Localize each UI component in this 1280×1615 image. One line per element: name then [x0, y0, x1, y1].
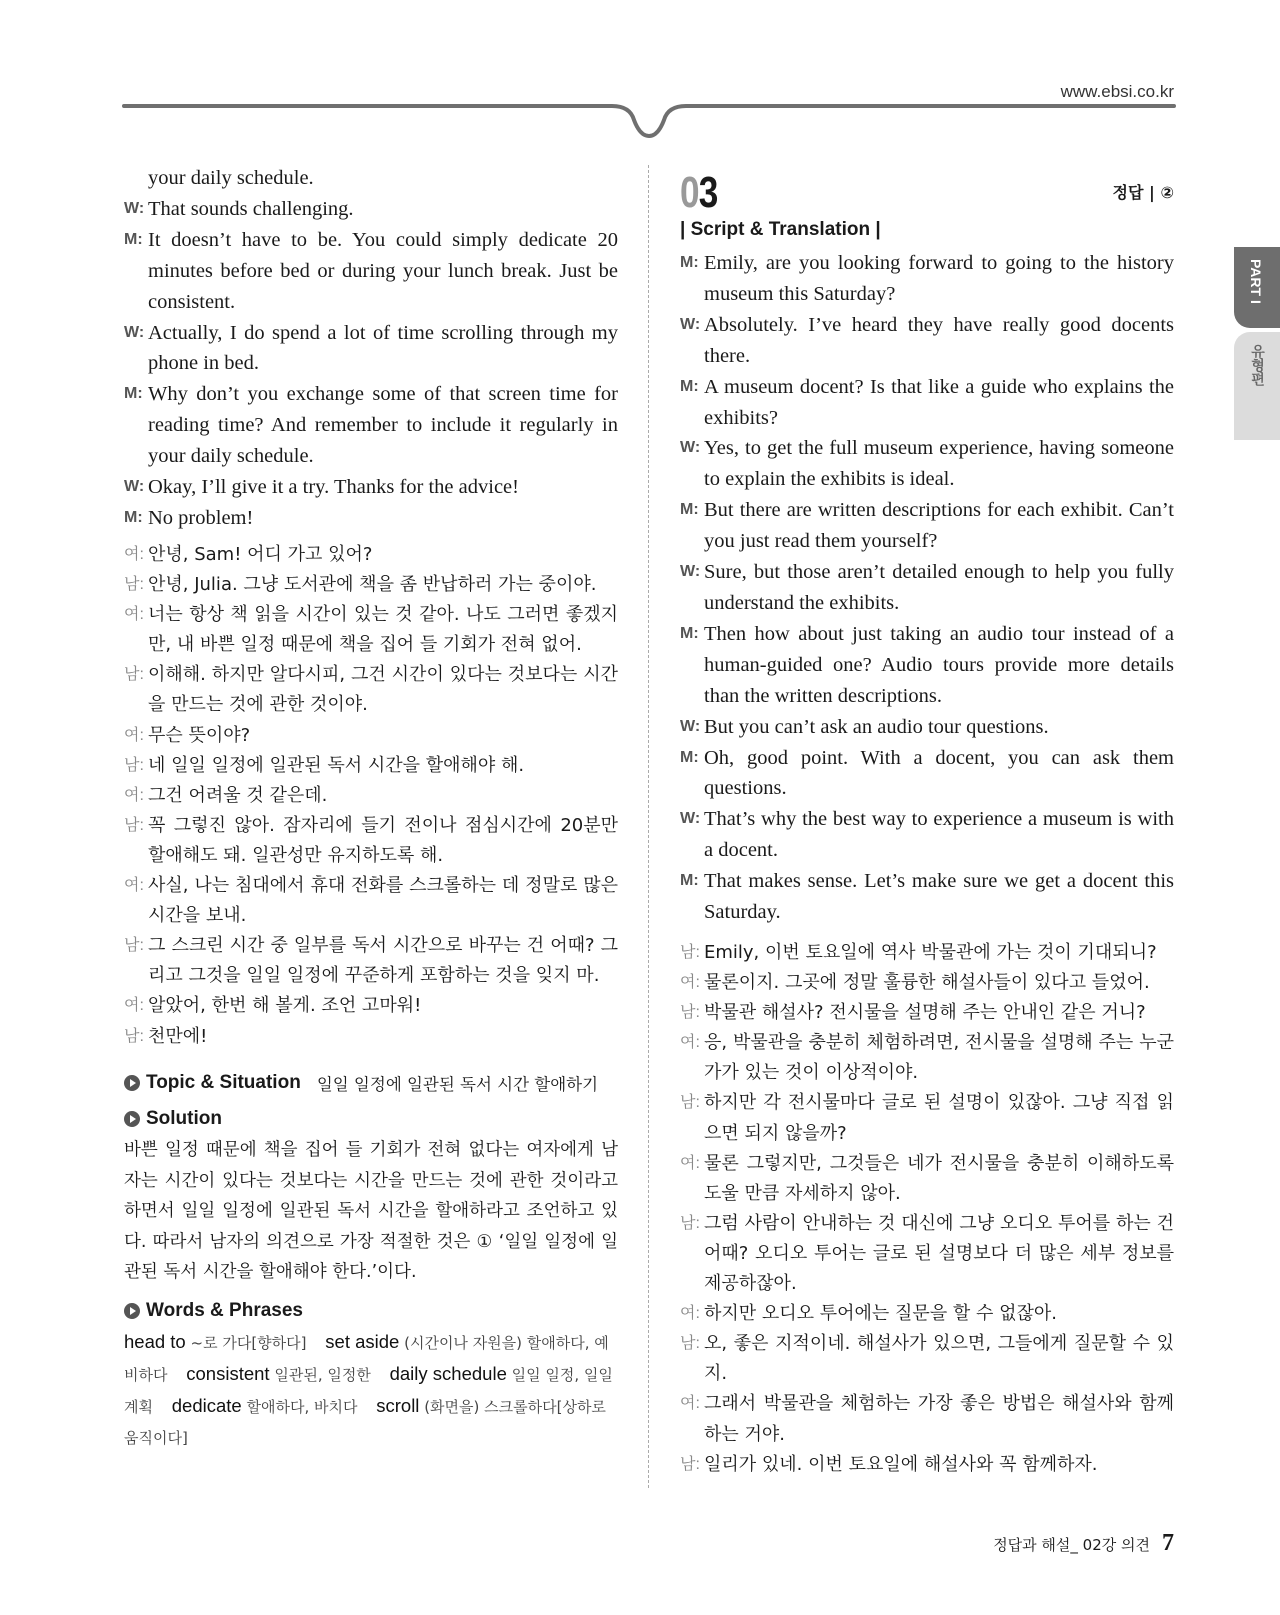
dialogue-text: 알았어, 한번 해 볼게. 조언 고마워!: [148, 995, 422, 1017]
dialogue-text: But you can’t ask an audio tour questions.: [704, 715, 1049, 738]
dialogue-line: [680, 804, 1174, 866]
speaker-label: 여:: [124, 786, 144, 804]
dialogue-text: 일리가 있네. 이번 토요일에 해설사와 꼭 함께하자.: [704, 1453, 1098, 1475]
dialogue-line: [680, 1450, 1174, 1480]
dialogue-text: 그건 어려울 것 같은데.: [148, 784, 328, 806]
vocab-term: set aside: [325, 1331, 400, 1352]
left-english-script: [124, 163, 618, 534]
dialogue-line: [680, 433, 1174, 495]
dialogue-line: [124, 540, 618, 570]
answer-label: 정답 | ②: [1112, 183, 1174, 202]
dialogue-line: [124, 1022, 618, 1052]
speaker-label: W:: [680, 717, 701, 735]
speaker-label: W:: [124, 199, 145, 217]
dialogue-text: 그 스크린 시간 중 일부를 독서 시간으로 바꾸는 건 어때? 그리고 그것을 일일 일정에 꾸준하게 포함하는 것을 잊지 마.: [148, 935, 618, 987]
play-bullet-icon: [124, 1075, 140, 1091]
speaker-label: 남:: [680, 1094, 700, 1112]
dialogue-text: Absolutely. I’ve heard they have really good docents there.: [704, 313, 1174, 367]
dialogue-line: [124, 570, 618, 600]
dialogue-line: [124, 871, 618, 931]
dialogue-text: Okay, I’ll give it a try. Thanks for the advice!: [148, 476, 519, 499]
speaker-label: M:: [680, 872, 699, 890]
dialogue-line: [680, 1329, 1174, 1389]
question-number-digit: 3: [698, 168, 718, 217]
vocab-meaning: 할애하다, 바치다: [246, 1397, 358, 1416]
dialogue-line: [124, 379, 618, 472]
play-bullet-icon: [124, 1111, 140, 1127]
question-number: [680, 168, 718, 218]
speaker-label: W:: [680, 563, 701, 581]
dialogue-text: That makes sense. Let’s make sure we get a docent this Saturday.: [704, 870, 1174, 924]
dialogue-text: 꼭 그렇진 않아. 잠자리에 들기 전이나 점심시간에 20분만 할애해도 돼. 일관성만 유지하도록 해.: [148, 814, 618, 866]
speaker-label: 남:: [124, 666, 144, 684]
dialogue-line: [124, 931, 618, 991]
question-number-prefix: 0: [680, 168, 699, 217]
dialogue-text: 안녕, Sam! 어디 가고 있어?: [148, 544, 373, 565]
speaker-label: 남:: [124, 1027, 144, 1045]
speaker-label: W:: [680, 315, 701, 333]
speaker-label: 남:: [680, 1004, 700, 1022]
dialogue-line: [124, 194, 618, 225]
dialogue-line: [124, 225, 618, 318]
dialogue-text: 응, 박물관을 충분히 체험하려면, 전시물을 설명해 주는 누군가가 있는 것이 이상적이야.: [704, 1032, 1174, 1084]
speaker-label: M:: [680, 377, 699, 395]
dialogue-text: That’s why the best way to experience a museum is with a docent.: [704, 808, 1174, 862]
dialogue-line: [124, 991, 618, 1021]
dialogue-line: [680, 372, 1174, 434]
vocab-term: head to: [124, 1331, 186, 1352]
dialogue-text: Actually, I do spend a lot of time scrolling through my phone in bed.: [148, 321, 618, 375]
speaker-label: M:: [124, 508, 143, 526]
side-tab-type[interactable]: [1234, 332, 1280, 440]
speaker-label: 여:: [124, 997, 144, 1015]
dialogue-line: [680, 1299, 1174, 1329]
dialogue-text: 물론이지. 그곳에 정말 훌륭한 해설사들이 있다고 들었어.: [704, 972, 1150, 994]
speaker-label: 여:: [124, 726, 144, 744]
dialogue-text: No problem!: [148, 506, 254, 529]
speaker-label: 남:: [680, 1214, 700, 1232]
speaker-label: 여:: [124, 606, 144, 624]
dialogue-text: 그래서 박물관을 체험하는 가장 좋은 방법은 해설사와 함께하는 거야.: [704, 1393, 1174, 1445]
dialogue-line: [680, 1028, 1174, 1088]
dialogue-line: [680, 743, 1174, 805]
side-tab-part[interactable]: [1234, 247, 1280, 328]
dialogue-line: [680, 1088, 1174, 1148]
speaker-label: 남:: [680, 1335, 700, 1353]
dialogue-line: [680, 310, 1174, 372]
speaker-label: 남:: [124, 756, 144, 774]
speaker-label: W:: [124, 323, 145, 341]
dialogue-text: Oh, good point. With a docent, you can ask them questions.: [704, 746, 1174, 800]
dialogue-line: [124, 472, 618, 503]
dialogue-line: [680, 495, 1174, 557]
dialogue-line: [680, 998, 1174, 1028]
dialogue-line: [124, 811, 618, 871]
dialogue-text: Sure, but those aren’t detailed enough to help you fully understand the exhibits.: [704, 561, 1174, 614]
footer-section: 정답과 해설_ 02강 의견: [993, 1536, 1150, 1554]
dialogue-line: [124, 600, 618, 660]
dialogue-line: [124, 660, 618, 720]
speaker-label: M:: [680, 254, 699, 271]
speaker-label: 여:: [680, 1395, 700, 1413]
speaker-label: 남:: [124, 576, 144, 594]
dialogue-line: [124, 781, 618, 811]
dialogue-text: 이해해. 하지만 알다시피, 그건 시간이 있다는 것보다는 시간을 만드는 것에 관한 것이야.: [148, 664, 618, 716]
vocab-term: scroll: [376, 1394, 420, 1416]
topic-text: 일일 일정에 일관된 독서 시간 할애하기: [316, 1075, 599, 1094]
speaker-label: 남:: [124, 937, 144, 955]
solution-label: Solution: [146, 1108, 222, 1129]
speaker-label: 남:: [124, 816, 144, 834]
solution-text: 바쁜 일정 때문에 책을 집어 들 기회가 전혀 없다는 여자에게 남자는 시간이 있다는 것보다는 시간을 만드는 것에 관한 것이라고 하면서 일일 일정에 일관된 독서 시간을 할애하라고 조언하고 있다. 따라서 남자의 의견으로 가장 적절한 것은 ① ‘일일 일정에 일관된 독서 시간을 할애해야 한다.’이다.: [124, 1140, 618, 1282]
speaker-label: M:: [680, 501, 699, 519]
vocab-term: consistent: [186, 1362, 270, 1384]
dialogue-text: 너는 항상 책 읽을 시간이 있는 것 같아. 나도 그러면 좋겠지만, 내 바쁜 일정 때문에 책을 집어 들 기회가 전혀 없어.: [148, 604, 618, 656]
column-divider: [648, 165, 649, 1488]
speaker-label: M:: [124, 230, 143, 248]
speaker-label: 여:: [680, 1154, 700, 1172]
vocab-meaning: 일관된, 일정한: [274, 1365, 371, 1384]
speaker-label: 남:: [680, 944, 700, 961]
dialogue-text: That sounds challenging.: [148, 197, 354, 220]
vocab-list: [124, 1327, 618, 1454]
dialogue-line: [680, 968, 1174, 998]
dialogue-line: [124, 503, 618, 534]
dialogue-line: [124, 721, 618, 751]
vocab-meaning: (화면을) 스크롤하다[상하로 움직이다]: [124, 1397, 606, 1447]
dialogue-text: 그럼 사람이 안내하는 것 대신에 그냥 오디오 투어를 하는 건 어때? 오디오 투어는 글로 된 설명보다 더 많은 세부 정보를 제공하잖아.: [704, 1212, 1174, 1295]
dialogue-text: But there are written descriptions for each exhibit. Can’t you just read them yourself?: [704, 499, 1174, 553]
vocab-meaning: 일일 일정, 일일 계획: [124, 1365, 613, 1416]
dialogue-text: 사실, 나는 침대에서 휴대 전화를 스크롤하는 데 정말로 많은 시간을 보내.: [148, 875, 618, 927]
dialogue-text: Why don’t you exchange some of that screen time for reading time? And remember to include it regularly in your daily schedule.: [148, 383, 618, 468]
speaker-label: 여:: [680, 974, 700, 992]
dialogue-text: 네 일일 일정에 일관된 독서 시간을 할애해야 해.: [148, 754, 525, 776]
right-english-script: [680, 248, 1174, 928]
dialogue-text: your daily schedule.: [148, 167, 314, 189]
speaker-label: W:: [680, 810, 701, 828]
topic-label: Topic & Situation: [146, 1072, 301, 1093]
dialogue-text: A museum docent? Is that like a guide who explains the exhibits?: [704, 375, 1174, 429]
dialogue-line: [124, 318, 618, 380]
page-footer: [993, 1530, 1174, 1557]
speaker-label: 여:: [124, 877, 144, 895]
dialogue-line: [680, 619, 1174, 712]
dialogue-text: 무슨 뜻이야?: [148, 724, 251, 746]
dialogue-text: Yes, to get the full museum experience, having someone to explain the exhibits is ideal.: [704, 437, 1174, 491]
speaker-label: M:: [124, 385, 143, 403]
speaker-label: M:: [680, 748, 699, 766]
dialogue-text: 오, 좋은 지적이네. 해설사가 있으면, 그들에게 질문할 수 있지.: [704, 1333, 1174, 1385]
site-url: www.ebsi.co.kr: [1060, 82, 1174, 101]
vocab-meaning: (시간이나 자원을) 할애하다, 예비하다: [124, 1334, 609, 1384]
dialogue-text: It doesn’t have to be. You could simply dedicate 20 minutes before bed or during your lunch break. Just be consistent.: [148, 228, 618, 313]
dialogue-text: 하지만 각 전시물마다 글로 된 설명이 있잖아. 그냥 직접 읽으면 되지 않을까?: [704, 1092, 1174, 1144]
left-korean-translation: [124, 540, 618, 1052]
speaker-label: 여:: [680, 1305, 700, 1323]
words-heading: [124, 1300, 618, 1322]
dialogue-text: Emily, are you looking forward to going to the history museum this Saturday?: [704, 252, 1174, 305]
solution-heading: [124, 1108, 618, 1130]
words-label: Words & Phrases: [146, 1300, 303, 1321]
speaker-label: M:: [680, 624, 699, 642]
right-korean-translation: [680, 938, 1174, 1480]
dialogue-line: [680, 1389, 1174, 1449]
dialogue-text: 물론 그렇지만, 그것들은 네가 전시물을 충분히 이해하도록 도울 만큼 자세하지 않아.: [704, 1152, 1174, 1204]
dialogue-text: 안녕, Julia. 그냥 도서관에 책을 좀 반납하러 가는 중이야.: [148, 574, 597, 596]
page-number: 7: [1162, 1530, 1174, 1556]
dialogue-text: 천만에!: [148, 1025, 208, 1047]
dialogue-line: [680, 1149, 1174, 1209]
dialogue-line: [680, 866, 1174, 928]
play-bullet-icon: [124, 1303, 140, 1319]
speaker-label: W:: [680, 439, 701, 457]
vocab-meaning: ~로 가다[향하다]: [190, 1334, 307, 1352]
dialogue-line: [680, 938, 1174, 968]
speaker-label: W:: [124, 478, 145, 496]
dialogue-line: [124, 163, 618, 194]
dialogue-text: Then how about just taking an audio tour instead of a human-guided one? Audio tours provide more details than the written descriptions.: [704, 622, 1174, 707]
side-tab-label: 유형편: [1250, 344, 1266, 386]
speaker-label: 여:: [680, 1034, 700, 1052]
dialogue-line: [680, 712, 1174, 743]
dialogue-text: Emily, 이번 토요일에 역사 박물관에 가는 것이 기대되니?: [704, 942, 1157, 963]
dialogue-line: [680, 248, 1174, 310]
vocab-term: daily schedule: [389, 1362, 507, 1384]
script-translation-heading: | Script & Translation |: [680, 219, 881, 240]
dialogue-line: [124, 751, 618, 781]
dialogue-text: 박물관 해설사? 전시물을 설명해 주는 안내인 같은 거니?: [704, 1002, 1146, 1024]
side-tab-label: PART I: [1248, 259, 1264, 304]
dialogue-text: 하지만 오디오 투어에는 질문을 할 수 없잖아.: [704, 1303, 1058, 1325]
dialogue-line: [680, 557, 1174, 619]
dialogue-line: [680, 1209, 1174, 1299]
topic-heading: [124, 1071, 618, 1095]
speaker-label: 남:: [680, 1455, 700, 1473]
speaker-label: 여:: [124, 546, 144, 563]
vocab-term: dedicate: [171, 1394, 242, 1416]
header-rule: [0, 0, 1280, 150]
